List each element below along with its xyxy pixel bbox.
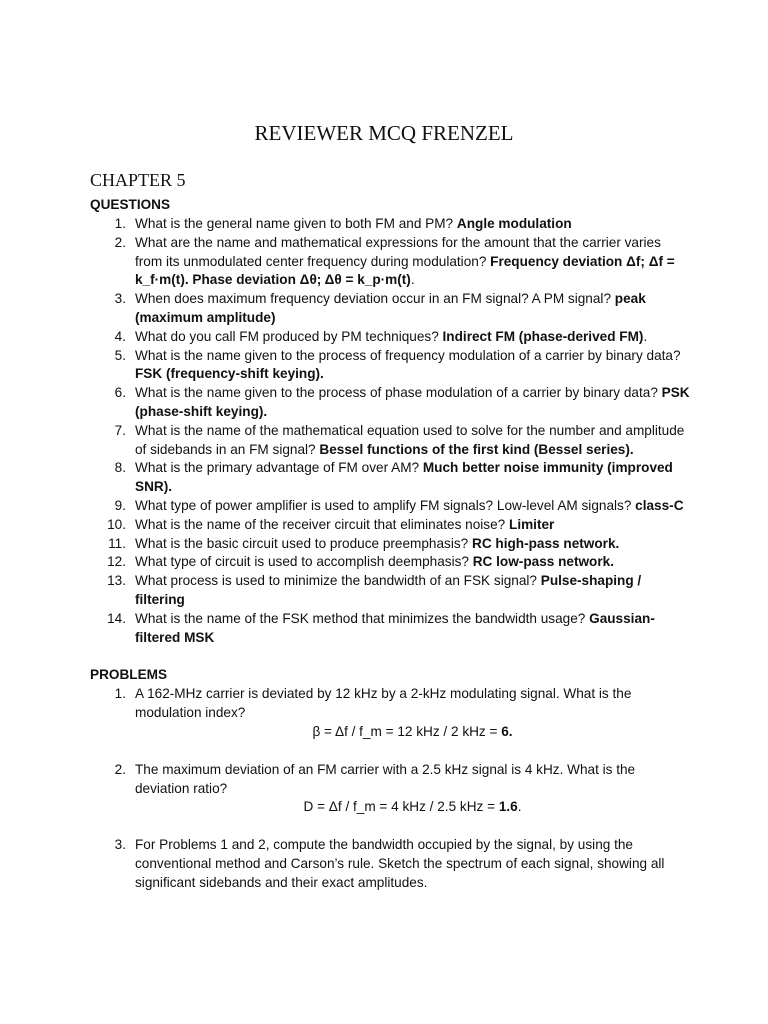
problem-number: 2. (114, 761, 126, 777)
question-item (90, 497, 690, 516)
question-number: 9. (114, 497, 126, 513)
question-answer: Angle modulation (456, 216, 572, 231)
document-title: REVIEWER MCQ FRENZEL (254, 121, 514, 145)
question-item (90, 234, 690, 290)
question-answer: Much better noise immunity (improved SNR). (135, 460, 673, 495)
question-answer: FSK (frequency-shift keying). (135, 366, 324, 382)
formula-result: 1.6 (498, 799, 518, 815)
problem-text: The maximum deviation of an FM carrier with a 2.5 kHz signal is 4 kHz. What is the deviation ratio? (135, 761, 636, 796)
question-answer: class-C (635, 497, 684, 513)
question-item (90, 384, 690, 422)
question-text: What type of circuit is used to accomplish deemphasis? (135, 554, 473, 570)
question-text: What is the name of the receiver circuit that eliminates noise? (135, 516, 510, 532)
question-answer: Limiter (509, 516, 555, 532)
problem-number: 1. (114, 686, 126, 702)
problem-number: 3. (114, 837, 126, 853)
question-text: What is the name given to the process of phase modulation of a carrier by binary data? (135, 385, 662, 401)
question-item (90, 572, 690, 610)
question-answer: RC low-pass network. (472, 554, 614, 570)
question-item (90, 215, 690, 234)
question-text: What process is used to minimize the bandwidth of an FSK signal? (135, 573, 541, 589)
formula-trailing: . (517, 799, 522, 815)
question-number: 11. (108, 535, 126, 551)
question-answer: Bessel functions of the first kind (Bessel series). (319, 441, 634, 457)
problem-item (90, 761, 690, 817)
questions-heading: QUESTIONS (90, 197, 171, 212)
question-trailing: . (643, 328, 648, 344)
problem-formula (135, 723, 690, 742)
question-text: What is the name given to the process of frequency modulation of a carrier by binary data? (135, 347, 681, 363)
question-number: 6. (114, 385, 126, 401)
question-number: 5. (114, 347, 126, 363)
formula-expression: D = Δf / f_m = 4 kHz / 2.5 kHz = (303, 799, 499, 815)
problem-formula (135, 798, 690, 817)
problem-item (90, 685, 690, 741)
question-answer: Gaussian-filtered MSK (135, 610, 655, 645)
question-number: 7. (114, 422, 126, 438)
question-item (90, 347, 690, 385)
question-text: What is the basic circuit used to produce preemphasis? (135, 535, 472, 551)
question-number: 12. (107, 554, 126, 570)
question-text: What is the name of the mathematical equation used to solve for the number and amplitude of sidebands in an FM signal? (135, 422, 685, 457)
problem-item (90, 836, 690, 892)
question-item (90, 290, 690, 328)
questions-list (90, 215, 690, 647)
question-text: What is the name of the FSK method that minimizes the bandwidth usage? (135, 610, 590, 626)
problems-list (90, 685, 690, 892)
problem-text: For Problems 1 and 2, compute the bandwidth occupied by the signal, by using the conventional method and Carson’s rule. Sketch the spectrum of each signal, showing all significant sidebands and their exact amplitudes. (135, 837, 665, 890)
question-item (90, 422, 690, 460)
question-item (90, 459, 690, 497)
question-item (90, 610, 690, 648)
question-text: What are the name and mathematical expressions for the amount that the carrier varies from its unmodulated center frequency during modulation? (135, 234, 661, 269)
question-answer: RC high-pass network. (472, 535, 620, 551)
question-answer: Indirect FM (phase-derived FM) (442, 328, 644, 344)
question-item (90, 535, 690, 554)
question-number: 8. (114, 460, 126, 476)
question-text: What type of power amplifier is used to amplify FM signals? Low-level AM signals? (135, 497, 636, 513)
question-number: 3. (114, 291, 126, 307)
question-answer: PSK (phase-shift keying). (135, 385, 690, 419)
question-number: 2. (114, 234, 126, 250)
formula-result: 6. (501, 723, 513, 739)
question-number: 13. (107, 573, 126, 589)
question-text: What is the general name given to both FM and PM? (135, 216, 457, 231)
question-item (90, 516, 690, 535)
problems-heading: PROBLEMS (90, 667, 168, 683)
question-item (90, 328, 690, 347)
document-body (90, 196, 690, 912)
chapter-heading: CHAPTER 5 (90, 170, 186, 190)
question-text: What do you call FM produced by PM techniques? (135, 328, 443, 344)
question-trailing: . (410, 272, 415, 288)
question-answer: peak (maximum amplitude) (135, 291, 646, 325)
question-number: 1. (114, 216, 126, 231)
question-number: 14. (107, 610, 126, 626)
question-number: 10. (107, 516, 126, 532)
question-item (90, 553, 690, 572)
question-answer: Frequency deviation Δf; Δf = k_f·m(t). Phase deviation Δθ; Δθ = k_p·m(t) (135, 253, 675, 288)
question-text: When does maximum frequency deviation occur in an FM signal? A PM signal? (135, 291, 615, 307)
question-answer: Pulse-shaping / filtering (135, 573, 642, 607)
question-number: 4. (114, 328, 126, 344)
formula-expression: β = Δf / f_m = 12 kHz / 2 kHz = (312, 723, 502, 739)
question-text: What is the primary advantage of FM over AM? (135, 460, 423, 476)
problem-text: A 162-MHz carrier is deviated by 12 kHz by a 2-kHz modulating signal. What is the modulation index? (135, 686, 632, 721)
